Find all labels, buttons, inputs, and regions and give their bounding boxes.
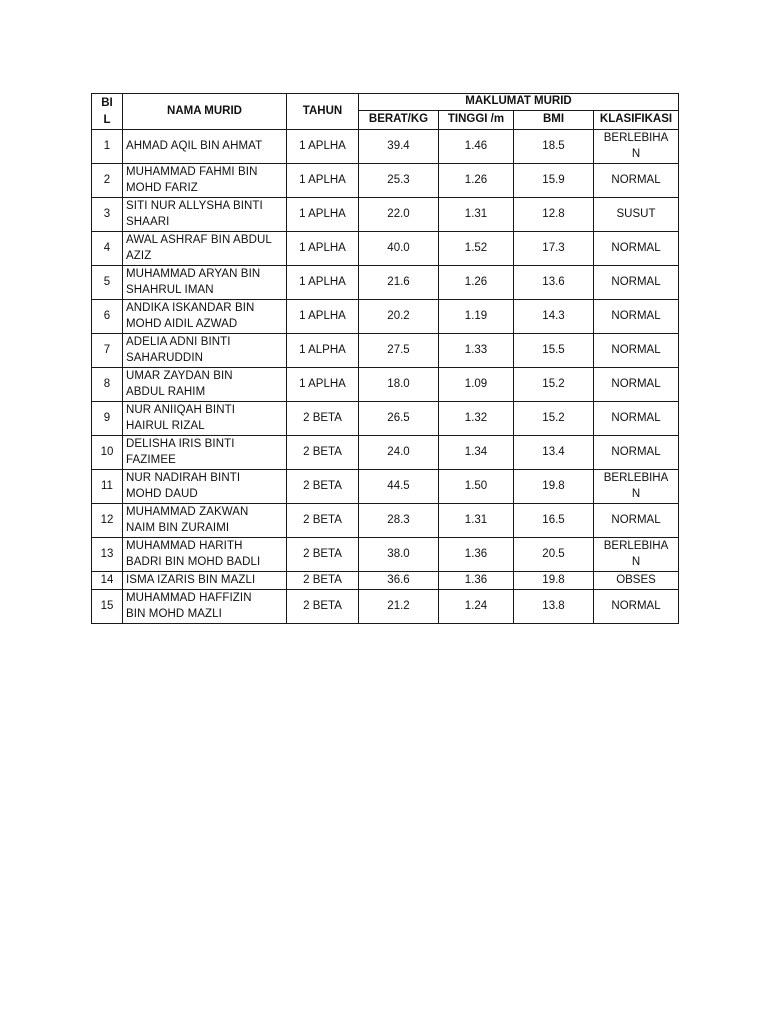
cell-berat: 27.5 (359, 334, 439, 368)
cell-bmi: 19.8 (514, 470, 594, 504)
cell-nama-murid: SITI NUR ALLYSHA BINTI SHAARI (123, 198, 287, 232)
header-bmi: BMI (514, 111, 594, 130)
table-row (92, 232, 679, 266)
cell-bil: 15 (92, 590, 123, 624)
table-row (92, 402, 679, 436)
cell-klasifikasi: NORMAL (594, 368, 679, 402)
table-row (92, 130, 679, 164)
cell-bil: 13 (92, 538, 123, 572)
cell-berat: 21.6 (359, 266, 439, 300)
cell-berat: 40.0 (359, 232, 439, 266)
cell-bil: 9 (92, 402, 123, 436)
cell-klasifikasi: SUSUT (594, 198, 679, 232)
cell-bmi: 13.4 (514, 436, 594, 470)
cell-bmi: 12.8 (514, 198, 594, 232)
cell-tinggi: 1.24 (439, 590, 514, 624)
cell-bil: 2 (92, 164, 123, 198)
table-row (92, 538, 679, 572)
cell-berat: 36.6 (359, 572, 439, 590)
table-row (92, 436, 679, 470)
table-row (92, 368, 679, 402)
cell-bil: 5 (92, 266, 123, 300)
cell-tahun: 1 APLHA (287, 368, 359, 402)
cell-bmi: 13.8 (514, 590, 594, 624)
header-tahun: TAHUN (287, 94, 359, 130)
table-row (92, 334, 679, 368)
cell-bmi: 14.3 (514, 300, 594, 334)
cell-klasifikasi: OBSES (594, 572, 679, 590)
cell-berat: 38.0 (359, 538, 439, 572)
cell-tinggi: 1.46 (439, 130, 514, 164)
cell-tinggi: 1.36 (439, 572, 514, 590)
cell-tahun: 2 BETA (287, 436, 359, 470)
cell-nama-murid: MUHAMMAD HAFFIZIN BIN MOHD MAZLI (123, 590, 287, 624)
cell-klasifikasi: BERLEBIHA N (594, 538, 679, 572)
cell-bmi: 15.9 (514, 164, 594, 198)
student-table (91, 93, 679, 624)
table-row (92, 198, 679, 232)
cell-tinggi: 1.19 (439, 300, 514, 334)
cell-tinggi: 1.26 (439, 164, 514, 198)
cell-bmi: 18.5 (514, 130, 594, 164)
cell-berat: 28.3 (359, 504, 439, 538)
cell-klasifikasi: NORMAL (594, 232, 679, 266)
cell-bil: 12 (92, 504, 123, 538)
cell-tahun: 1 APLHA (287, 232, 359, 266)
cell-bil: 7 (92, 334, 123, 368)
cell-tahun: 1 APLHA (287, 300, 359, 334)
cell-nama-murid: ANDIKA ISKANDAR BIN MOHD AIDIL AZWAD (123, 300, 287, 334)
cell-tahun: 1 APLHA (287, 164, 359, 198)
cell-bmi: 15.2 (514, 402, 594, 436)
header-bil: BI L (92, 94, 123, 130)
cell-tinggi: 1.09 (439, 368, 514, 402)
cell-tahun: 1 APLHA (287, 266, 359, 300)
cell-nama-murid: MUHAMMAD ARYAN BIN SHAHRUL IMAN (123, 266, 287, 300)
header-maklumat-murid: MAKLUMAT MURID (359, 94, 679, 111)
cell-bmi: 15.2 (514, 368, 594, 402)
cell-nama-murid: NUR ANIIQAH BINTI HAIRUL RIZAL (123, 402, 287, 436)
cell-klasifikasi: BERLEBIHA N (594, 470, 679, 504)
table-row (92, 590, 679, 624)
cell-berat: 21.2 (359, 590, 439, 624)
cell-tahun: 2 BETA (287, 538, 359, 572)
cell-berat: 25.3 (359, 164, 439, 198)
cell-nama-murid: ISMA IZARIS BIN MAZLI (123, 572, 287, 590)
cell-bil: 1 (92, 130, 123, 164)
table-row (92, 266, 679, 300)
cell-bmi: 16.5 (514, 504, 594, 538)
cell-tahun: 2 BETA (287, 590, 359, 624)
table-body (92, 130, 679, 624)
cell-nama-murid: AWAL ASHRAF BIN ABDUL AZIZ (123, 232, 287, 266)
cell-berat: 44.5 (359, 470, 439, 504)
cell-nama-murid: MUHAMMAD HARITH BADRI BIN MOHD BADLI (123, 538, 287, 572)
cell-tinggi: 1.33 (439, 334, 514, 368)
table-row (92, 300, 679, 334)
cell-tahun: 1 ALPHA (287, 334, 359, 368)
cell-bmi: 19.8 (514, 572, 594, 590)
cell-berat: 24.0 (359, 436, 439, 470)
cell-tinggi: 1.36 (439, 538, 514, 572)
cell-bil: 10 (92, 436, 123, 470)
cell-klasifikasi: NORMAL (594, 436, 679, 470)
cell-klasifikasi: NORMAL (594, 334, 679, 368)
cell-tinggi: 1.34 (439, 436, 514, 470)
cell-tinggi: 1.31 (439, 198, 514, 232)
cell-berat: 18.0 (359, 368, 439, 402)
cell-tinggi: 1.26 (439, 266, 514, 300)
cell-klasifikasi: BERLEBIHA N (594, 130, 679, 164)
cell-nama-murid: NUR NADIRAH BINTI MOHD DAUD (123, 470, 287, 504)
table-row (92, 572, 679, 590)
cell-tahun: 2 BETA (287, 470, 359, 504)
cell-nama-murid: MUHAMMAD ZAKWAN NAIM BIN ZURAIMI (123, 504, 287, 538)
cell-klasifikasi: NORMAL (594, 300, 679, 334)
cell-tinggi: 1.50 (439, 470, 514, 504)
cell-bmi: 13.6 (514, 266, 594, 300)
cell-tinggi: 1.31 (439, 504, 514, 538)
cell-nama-murid: ADELIA ADNI BINTI SAHARUDDIN (123, 334, 287, 368)
cell-klasifikasi: NORMAL (594, 266, 679, 300)
cell-klasifikasi: NORMAL (594, 402, 679, 436)
table-row (92, 164, 679, 198)
cell-bmi: 15.5 (514, 334, 594, 368)
cell-tahun: 1 APLHA (287, 198, 359, 232)
cell-tahun: 2 BETA (287, 504, 359, 538)
table-row (92, 470, 679, 504)
header-nama-murid: NAMA MURID (123, 94, 287, 130)
table-header (92, 94, 679, 130)
cell-bmi: 20.5 (514, 538, 594, 572)
cell-berat: 22.0 (359, 198, 439, 232)
cell-klasifikasi: NORMAL (594, 504, 679, 538)
cell-nama-murid: MUHAMMAD FAHMI BIN MOHD FARIZ (123, 164, 287, 198)
cell-tahun: 2 BETA (287, 402, 359, 436)
header-tinggi: TINGGI /m (439, 111, 514, 130)
header-berat: BERAT/KG (359, 111, 439, 130)
cell-nama-murid: UMAR ZAYDAN BIN ABDUL RAHIM (123, 368, 287, 402)
cell-nama-murid: AHMAD AQIL BIN AHMAT (123, 130, 287, 164)
cell-berat: 20.2 (359, 300, 439, 334)
cell-tinggi: 1.32 (439, 402, 514, 436)
header-klasifikasi: KLASIFIKASI (594, 111, 679, 130)
cell-klasifikasi: NORMAL (594, 164, 679, 198)
cell-klasifikasi: NORMAL (594, 590, 679, 624)
table-row (92, 504, 679, 538)
cell-bil: 4 (92, 232, 123, 266)
cell-bil: 6 (92, 300, 123, 334)
cell-bil: 11 (92, 470, 123, 504)
cell-bil: 3 (92, 198, 123, 232)
cell-bil: 8 (92, 368, 123, 402)
cell-bmi: 17.3 (514, 232, 594, 266)
cell-bil: 14 (92, 572, 123, 590)
cell-tahun: 1 APLHA (287, 130, 359, 164)
cell-berat: 26.5 (359, 402, 439, 436)
cell-nama-murid: DELISHA IRIS BINTI FAZIMEE (123, 436, 287, 470)
cell-tahun: 2 BETA (287, 572, 359, 590)
cell-tinggi: 1.52 (439, 232, 514, 266)
cell-berat: 39.4 (359, 130, 439, 164)
